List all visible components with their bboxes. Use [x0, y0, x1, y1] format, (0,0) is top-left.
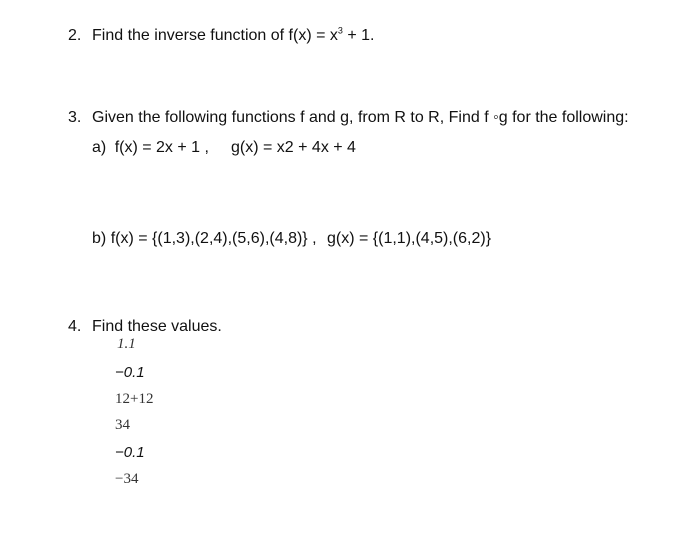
question-number: 2.	[68, 27, 82, 44]
question-number: 4.	[68, 318, 82, 335]
part-label: b)	[92, 230, 107, 247]
question-text: Find these values.	[92, 318, 222, 335]
part-a	[92, 138, 209, 158]
function-g: g(x) = x2 + 4x + 4	[231, 139, 356, 156]
value-2: −0.1	[115, 364, 145, 381]
function-g: g(x) = {(1,1),(4,5),(6,2)}	[326, 230, 492, 247]
question-number: 3.	[68, 109, 82, 126]
value-6: −34	[115, 471, 139, 487]
question-text-end: + 1.	[342, 27, 375, 44]
value-1: 1.1	[117, 336, 136, 352]
question-4	[68, 317, 222, 337]
question-text: Given the following functions f and g, from R to R, Find f ◦g for the following:	[92, 109, 629, 126]
function-f: f(x) = 2x + 1 ,	[114, 139, 209, 156]
question-text: Find the inverse function of f(x) = x	[92, 27, 338, 44]
question-3	[68, 108, 629, 128]
function-f: f(x) = {(1,3),(2,4),(5,6),(4,8)} ,	[110, 230, 317, 247]
part-a-g	[231, 138, 356, 158]
part-label: a)	[92, 139, 107, 156]
exponent: 3	[337, 25, 343, 36]
part-b	[92, 229, 491, 249]
value-3: 12+12	[115, 391, 154, 407]
value-5: −0.1	[115, 444, 145, 461]
question-2	[68, 26, 374, 46]
value-4: 34	[115, 417, 130, 433]
